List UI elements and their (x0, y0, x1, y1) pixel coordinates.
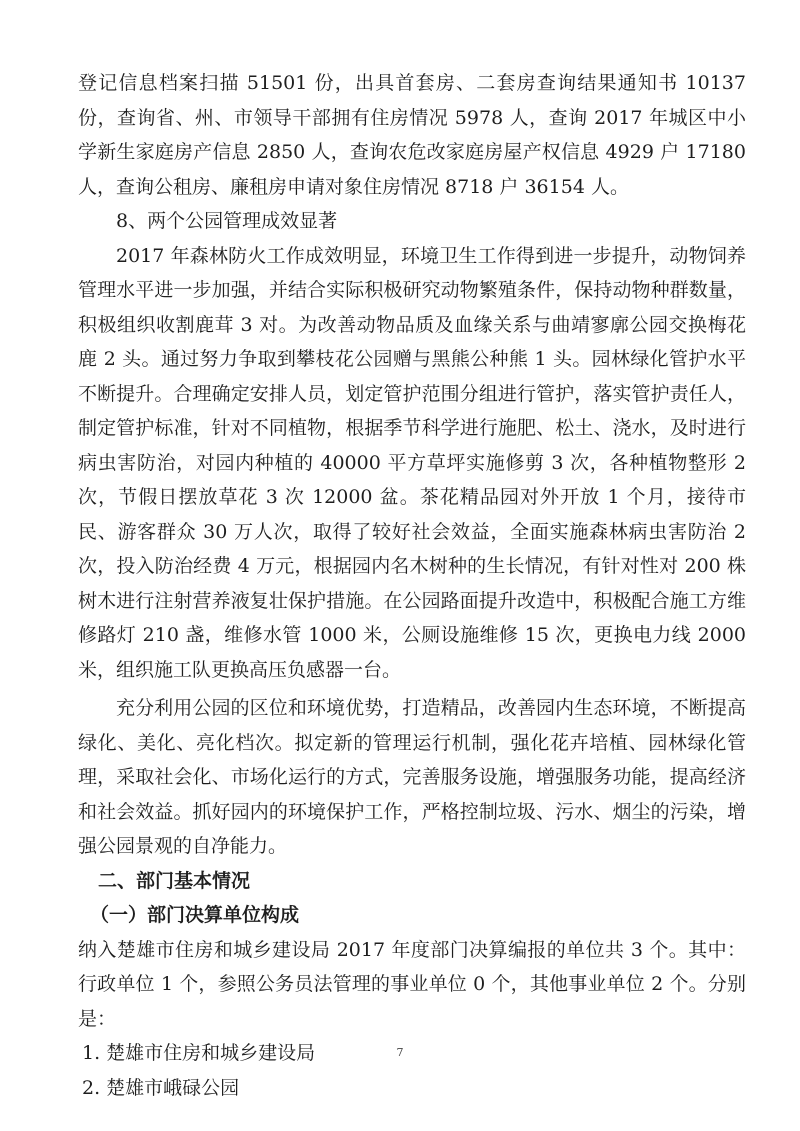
heading-unit-composition: （一）部门决算单位构成 (90, 904, 300, 926)
list-item-unit-2: 2. 楚雄市峨碌公园 (82, 1076, 240, 1099)
list-item-unit-1: 1. 楚雄市住房和城乡建设局 (82, 1042, 316, 1064)
paragraph-parks: 2017 年森林防火工作成效明显，环境卫生工作得到进一步提升，动物饲养管理水平进一步加强，并结合实际积极研究动物繁殖条件，保持动物种群数量，积极组织收割鹿茸 3 对。为改善动物品质及血缘关系与曲靖寥廓公园交换梅花鹿 2 头。通过努力争取到攀枝花公园赠与黑熊公种熊 1 头。园林绿化管护水平不断提升。合理确定安排人员，划定管护范围分组进行管护，落实管护责任人，制定管护标准，针对不同植物，根据季节科学进行施肥、松土、浇水，及时进行病虫害防治，对园内种植的 40000 平方草坪实施修剪 3 次，各种植物整形 2 次，节假日摆放草花 3 次 12000 盆。茶花精品园对外开放 1 个月，接待市民、游客群众 30 万人次，取得了较好社会效益，全面实施森林病虫害防治 2 次，投入防治经费 4 万元，根据园内名木树种的生长情况，有针对性对 200 株树木进行注射营养液复壮保护措施。在公园路面提升改造中，积极配合施工方维修路灯 210 盏，维修水管 1000 米，公厕设施维修 15 次，更换电力线 2000 米，组织施工队更换高压负感器一台。 (78, 244, 746, 681)
page-number: 7 (396, 1046, 404, 1059)
paragraph-units: 纳入楚雄市住房和城乡建设局 2017 年度部门决算编报的单位共 3 个。其中：行政单位 1 个，参照公务员法管理的事业单位 0 个，其他事业单位 2 个。分别是： (78, 938, 746, 1030)
paragraph-continued: 登记信息档案扫描 51501 份，出具首套房、二套房查询结果通知书 10137 份，查询省、州、市领导干部拥有住房情况 5978 人，查询 2017 年城区中小学新生家庭房产信息 2850 人，查询农危改家庭房屋产权信息 4929 户 17180 人，查询公租房、廉租房申请对象住房情况 8718 户 36154 人。 (78, 72, 746, 198)
heading-basic-info: 二、部门基本情况 (98, 869, 251, 892)
section-title-parks: 8、两个公园管理成效显著 (116, 210, 338, 232)
paragraph-advantage: 充分利用公园的区位和环境优势，打造精品，改善园内生态环境，不断提高绿化、美化、亮化档次。拟定新的管理运行机制，强化花卉培植、园林绿化管理，采取社会化、市场化运行的方式，完善服务设施，增强服务功能，提高经济和社会效益。抓好园内的环境保护工作，严格控制垃圾、污水、烟尘的污染，增强公园景观的自净能力。 (78, 697, 746, 857)
document-body (78, 66, 746, 1105)
